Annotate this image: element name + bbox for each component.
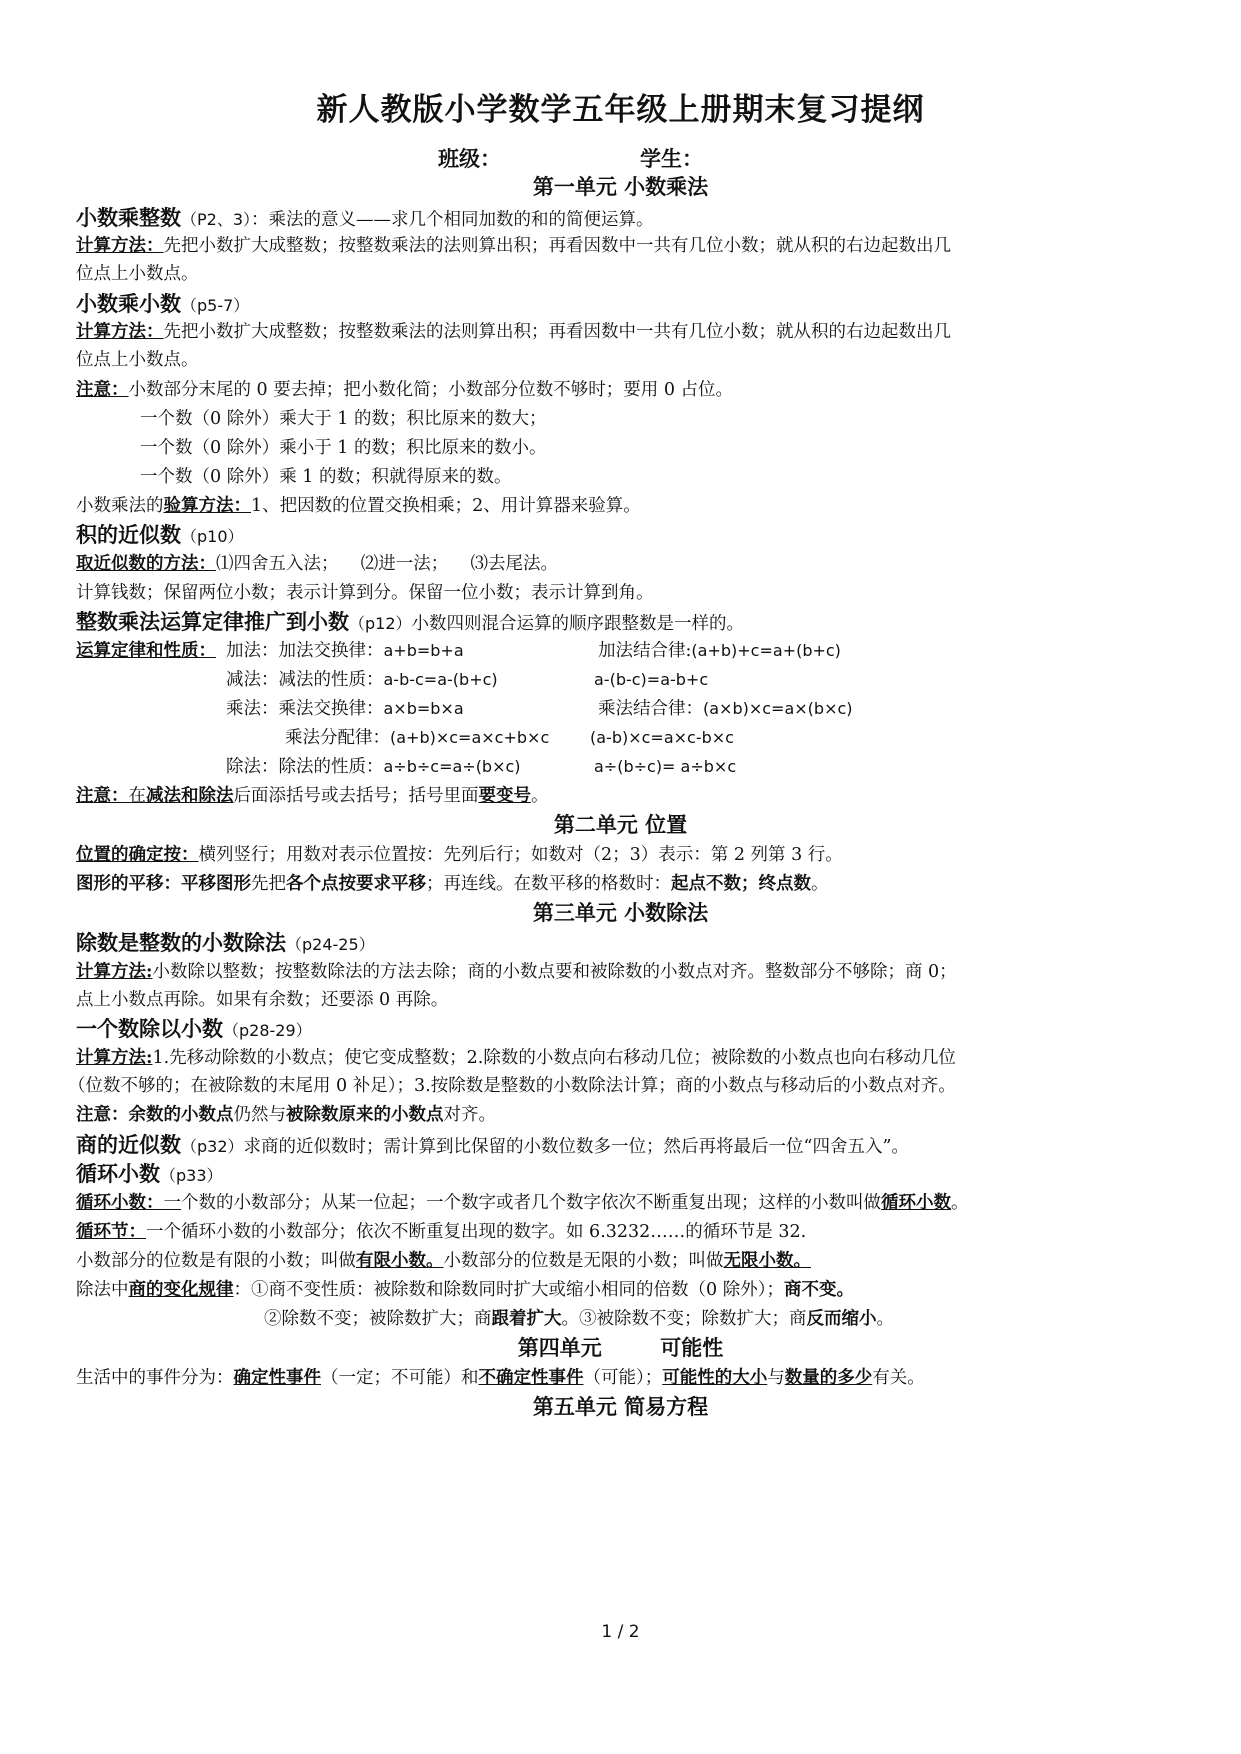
recurring-def xyxy=(76,1189,1181,1217)
fin-d: 无限小数。 xyxy=(723,1251,811,1271)
section-text: 小数四则混合运算的顺序跟整数是一样的。 xyxy=(411,614,745,634)
rule-2: 一个数（0 除外）乘小于 1 的数；积比原来的数小。 xyxy=(140,438,547,458)
ev-d: 不确定性事件 xyxy=(478,1368,584,1388)
calc-method-2 xyxy=(76,318,1181,346)
check-text: 1、把因数的位置交换相乘；2、用计算器来验算。 xyxy=(251,496,641,516)
add-label: 加法： xyxy=(226,641,279,661)
note-d: 对齐。 xyxy=(443,1105,496,1125)
multiplication-assoc xyxy=(598,695,853,723)
ev-f: 可能性的大小 xyxy=(662,1368,768,1388)
ev-g: 与 xyxy=(767,1368,785,1388)
move-c: 各个点按要求平移 xyxy=(286,874,426,894)
quotient-change-1 xyxy=(76,1276,1181,1304)
page-ref: （p32） xyxy=(181,1137,244,1156)
section-decimal-times-decimal xyxy=(76,290,1181,320)
mul-law1: a×b=b×a xyxy=(383,699,464,718)
note-b: 减法和除法 xyxy=(146,786,234,806)
sub-label: 减法： xyxy=(226,670,279,690)
student-label: 学生： xyxy=(640,147,703,171)
rec-a: 一 xyxy=(163,1193,181,1213)
unit4-heading: 第四单元 可能性 xyxy=(517,1336,724,1360)
section-title: 除数是整数的小数除法 xyxy=(76,931,286,955)
div-law1: a÷b÷c=a÷(b×c) xyxy=(383,757,521,776)
subtraction-laws xyxy=(226,666,498,694)
calc-method-3 xyxy=(76,958,1181,986)
section-title: 循环小数 xyxy=(76,1162,160,1186)
period-def xyxy=(76,1218,1181,1246)
section-title: 积的近似数 xyxy=(76,523,181,547)
page-ref: （p24-25） xyxy=(286,935,375,954)
document-title: 新人教版小学数学五年级上册期末复习提纲 xyxy=(316,92,925,128)
section-title: 小数乘小数 xyxy=(76,292,181,316)
section-decimal-times-integer xyxy=(76,204,1181,234)
sec-label: 循环节： xyxy=(76,1222,146,1242)
div-law2: a÷(b÷c)= a÷b×c xyxy=(594,757,737,776)
chg-c: ：①商不变性质：被除数和除数同时扩大或缩小相同的倍数（0 除外）； xyxy=(233,1280,784,1300)
dist-law1: (a+b)×c=a×c+b×c xyxy=(390,728,550,747)
calc-method-1-cont: 位点上小数点。 xyxy=(76,264,199,284)
note-e: 。 xyxy=(531,786,549,806)
section-text: 求商的近似数时；需计算到比保留的小数位数多一位；然后再将最后一位“四舍五入”。 xyxy=(243,1137,909,1157)
quotient-change-2 xyxy=(264,1305,1181,1333)
check-label: 验算方法： xyxy=(163,496,251,516)
page-number: 1 / 2 xyxy=(601,1622,640,1642)
fin-c: 小数部分的位数是无限的小数；叫做 xyxy=(443,1251,724,1271)
rec-label: 循环小数： xyxy=(76,1193,164,1213)
unit3-heading: 第三单元 小数除法 xyxy=(532,901,709,925)
note-b: 仍然与 xyxy=(233,1105,286,1125)
page-ref: （p33） xyxy=(160,1166,223,1185)
calc-method-1 xyxy=(76,232,1181,260)
note-text: 小数部分末尾的 0 要去掉；把小数化简；小数部分位数不够时；要用 0 占位。 xyxy=(128,380,734,400)
note-1 xyxy=(76,376,1181,404)
calc-label: 计算方法: xyxy=(76,1048,153,1068)
dist-law2: (a-b)×c=a×c-b×c xyxy=(590,728,734,747)
chg2-a: ②除数不变；被除数扩大；商 xyxy=(264,1309,492,1329)
move-f: 。 xyxy=(811,874,829,894)
move-d: ；再连线。在数平移的格数时： xyxy=(426,874,671,894)
law-label xyxy=(76,637,216,665)
section-recurring xyxy=(76,1160,1181,1190)
check-method xyxy=(76,492,1181,520)
note-2 xyxy=(76,782,1181,810)
note-c: 被除数原来的小数点 xyxy=(286,1105,444,1125)
note-label: 注意： xyxy=(76,786,129,806)
calc-method-4 xyxy=(76,1044,1181,1072)
ev-h: 数量的多少 xyxy=(784,1368,873,1388)
pos-label: 位置的确定按： xyxy=(76,845,199,865)
add-law2: (a+b)+c=a+(b+c) xyxy=(691,641,841,660)
chg2-e: 。 xyxy=(876,1309,894,1329)
section-quotient-approx xyxy=(76,1131,1181,1161)
section-title: 小数乘整数 xyxy=(76,206,181,230)
chg2-b: 跟着扩大 xyxy=(491,1309,562,1329)
class-label: 班级： xyxy=(438,147,501,171)
chg2-d: 反而缩小 xyxy=(806,1309,877,1329)
rule-1: 一个数（0 除外）乘大于 1 的数；积比原来的数大； xyxy=(140,409,547,429)
distributive-law2 xyxy=(590,724,734,752)
calc-label: 计算方法: xyxy=(76,962,153,982)
section-title: 商的近似数 xyxy=(76,1133,181,1157)
sub-law2: a-(b-c)=a-b+c xyxy=(594,670,709,689)
unit5-heading: 第五单元 简易方程 xyxy=(532,1395,709,1419)
multiplication-laws xyxy=(226,695,464,723)
division-laws xyxy=(226,753,521,781)
sec-text: 一个循环小数的小数部分；依次不断重复出现的数字。如 6.3232……的循环节是 32. xyxy=(146,1222,807,1242)
calc-method-4-cont: （位数不够的；在被除数的末尾用 0 补足）；3.按除数是整数的小数除法计算；商的小数点与移动后的小数点对齐。 xyxy=(68,1076,956,1096)
note-label: 注意： xyxy=(76,380,129,400)
add-law2-name: 加法结合律: xyxy=(598,641,692,661)
position-rule xyxy=(76,841,1181,869)
ev-i: 有关。 xyxy=(872,1368,925,1388)
mul-law1-name: 乘法交换律： xyxy=(278,699,384,719)
addition-laws xyxy=(226,637,464,665)
rec-text: 个数的小数部分；从某一位起；一个数字或者几个数字依次不断重复出现；这样的小数叫做 xyxy=(181,1193,881,1213)
unit1-heading: 第一单元 小数乘法 xyxy=(532,175,709,199)
add-law1-name: 加法交换律： xyxy=(278,641,384,661)
chg-b: 商的变化规律 xyxy=(128,1280,234,1300)
ev-c: （一定；不可能）和 xyxy=(321,1368,479,1388)
division-law2 xyxy=(594,753,736,781)
move-a: 图形的平移：平移图形 xyxy=(76,874,251,894)
chg-a: 除法中 xyxy=(76,1280,129,1300)
page-ref: （P2、3） xyxy=(181,210,252,229)
unit2-heading: 第二单元 位置 xyxy=(553,813,688,837)
section-text: ：乘法的意义——求几个相同加数的和的简便运算。 xyxy=(251,210,654,230)
move-e: 起点不数；终点数 xyxy=(671,874,811,894)
section-title: 整数乘法运算定律推广到小数 xyxy=(76,610,349,634)
page-ref: （p12） xyxy=(349,614,412,633)
note-d: 要变号 xyxy=(478,786,531,806)
calc-text: 1.先移动除数的小数点；使它变成整数；2.除数的小数点向右移动几位；被除数的小数点也向右移动几位 xyxy=(152,1048,956,1068)
approx-text: ⑴四舍五入法； ⑵进一法； ⑶去尾法。 xyxy=(216,554,559,574)
ev-e: （可能）； xyxy=(583,1368,663,1388)
rec-end: 。 xyxy=(951,1193,969,1213)
rec-term: 循环小数 xyxy=(881,1193,951,1213)
add-law1: a+b=b+a xyxy=(383,641,464,660)
div-label: 除法： xyxy=(226,757,279,777)
note-a: 在 xyxy=(128,786,146,806)
check-pre: 小数乘法的 xyxy=(76,496,164,516)
distributive-law xyxy=(285,724,549,752)
mul-label: 乘法： xyxy=(226,699,279,719)
note-c: 后面添括号或去括号；括号里面 xyxy=(233,786,479,806)
calc-text: 先把小数扩大成整数；按整数乘法的法则算出积；再看因数中一共有几位小数；就从积的右边起数出几 xyxy=(163,322,951,342)
subtraction-law2 xyxy=(594,666,708,694)
page-ref: （p28-29） xyxy=(223,1021,312,1040)
addition-assoc xyxy=(598,637,841,665)
approx-methods xyxy=(76,550,1181,578)
section-decimal-div-integer xyxy=(76,929,1181,959)
page-ref: （p5-7） xyxy=(181,296,250,315)
calc-label: 计算方法： xyxy=(76,322,164,342)
sub-law1: a-b-c=a-(b+c) xyxy=(383,670,498,689)
chg2-c: 。③被除数不变；除数扩大；商 xyxy=(561,1309,807,1329)
law-label-text: 运算定律和性质： xyxy=(76,641,216,661)
ev-a: 生活中的事件分为： xyxy=(76,1368,234,1388)
finite-infinite xyxy=(76,1247,1181,1275)
note-a: 注意：余数的小数点 xyxy=(76,1105,234,1125)
calc-text: 小数除以整数；按整数除法的方法去除；商的小数点要和被除数的小数点对齐。整数部分不够除；商 0； xyxy=(152,962,957,982)
section-div-by-decimal xyxy=(76,1015,1181,1045)
rule-3: 一个数（0 除外）乘 1 的数；积就得原来的数。 xyxy=(140,467,512,487)
pos-text: 横列竖行；用数对表示位置按：先列后行；如数对（2；3）表示：第 2 列第 3 行。 xyxy=(198,845,843,865)
calc-label: 计算方法： xyxy=(76,236,164,256)
section-laws xyxy=(76,608,1181,638)
calc-text: 先把小数扩大成整数；按整数乘法的法则算出积；再看因数中一共有几位小数；就从积的右边起数出几 xyxy=(163,236,951,256)
money-rule: 计算钱数；保留两位小数；表示计算到分。保留一位小数；表示计算到角。 xyxy=(76,583,654,603)
section-title: 一个数除以小数 xyxy=(76,1017,223,1041)
events-rule xyxy=(76,1364,1181,1392)
note-3 xyxy=(76,1101,1181,1129)
calc-method-2-cont: 位点上小数点。 xyxy=(76,350,199,370)
sub-law-name: 减法的性质： xyxy=(278,670,384,690)
move-b: 先把 xyxy=(251,874,286,894)
fin-a: 小数部分的位数是有限的小数；叫做 xyxy=(76,1251,356,1271)
dist-name: 乘法分配律： xyxy=(285,728,390,748)
mul-law2-name: 乘法结合律： xyxy=(598,699,703,719)
calc-method-3-cont: 点上小数点再除。如果有余数；还要添 0 再除。 xyxy=(76,990,449,1010)
mul-law2: (a×b)×c=a×(b×c) xyxy=(703,699,853,718)
translation-rule xyxy=(76,870,1181,898)
approx-label: 取近似数的方法： xyxy=(76,554,216,574)
ev-b: 确定性事件 xyxy=(233,1368,321,1388)
div-law-name: 除法的性质： xyxy=(278,757,384,777)
fin-b: 有限小数。 xyxy=(356,1251,444,1271)
page-ref: （p10） xyxy=(181,527,244,546)
chg-d: 商不变。 xyxy=(783,1280,854,1300)
section-product-approx xyxy=(76,521,1181,551)
